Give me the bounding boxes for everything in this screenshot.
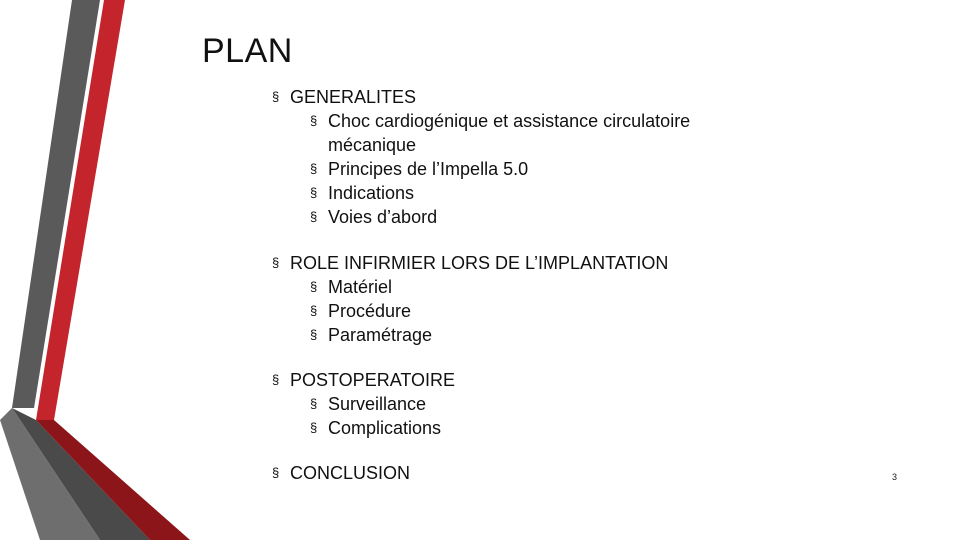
page-number: 3 <box>892 472 898 482</box>
item-text: Paramétrage <box>328 325 433 345</box>
section-heading <box>272 85 416 111</box>
bullet-icon: § <box>272 255 280 270</box>
bullet-icon: § <box>272 89 280 104</box>
bullet-icon: § <box>310 279 318 294</box>
list-item <box>310 416 441 442</box>
heading-text: ROLE INFIRMIER LORS DE L’IMPLANTATION <box>290 253 669 273</box>
list-item <box>310 299 411 325</box>
heading-text: POSTOPERATOIRE <box>290 370 456 390</box>
section-heading <box>272 368 455 394</box>
list-item-continuation: mécanique <box>328 135 417 155</box>
bullet-icon: § <box>272 372 280 387</box>
item-text: Voies d’abord <box>328 207 438 227</box>
item-text: Complications <box>328 418 442 438</box>
heading-text: CONCLUSION <box>290 463 411 483</box>
bullet-icon: § <box>310 113 318 128</box>
list-item <box>310 205 437 231</box>
list-item <box>310 181 414 207</box>
bullet-icon: § <box>310 185 318 200</box>
item-text: Surveillance <box>328 394 427 414</box>
heading-text: GENERALITES <box>290 87 417 107</box>
list-item <box>310 275 392 301</box>
item-text: Procédure <box>328 301 412 321</box>
bullet-icon: § <box>310 161 318 176</box>
list-item <box>310 323 432 349</box>
list-item <box>310 157 528 183</box>
slide-title: PLAN <box>202 32 293 70</box>
item-text: Principes de l’Impella 5.0 <box>328 159 529 179</box>
bullet-icon: § <box>310 327 318 342</box>
list-item <box>310 392 426 418</box>
bullet-icon: § <box>272 465 280 480</box>
bullet-icon: § <box>310 396 318 411</box>
section-heading <box>272 251 668 277</box>
bullet-icon: § <box>310 209 318 224</box>
item-text: Matériel <box>328 277 393 297</box>
item-text: Choc cardiogénique et assistance circulatoire <box>328 111 691 131</box>
item-text: Indications <box>328 183 415 203</box>
list-item <box>310 109 690 135</box>
bullet-icon: § <box>310 420 318 435</box>
section-heading <box>272 461 410 487</box>
bullet-icon: § <box>310 303 318 318</box>
